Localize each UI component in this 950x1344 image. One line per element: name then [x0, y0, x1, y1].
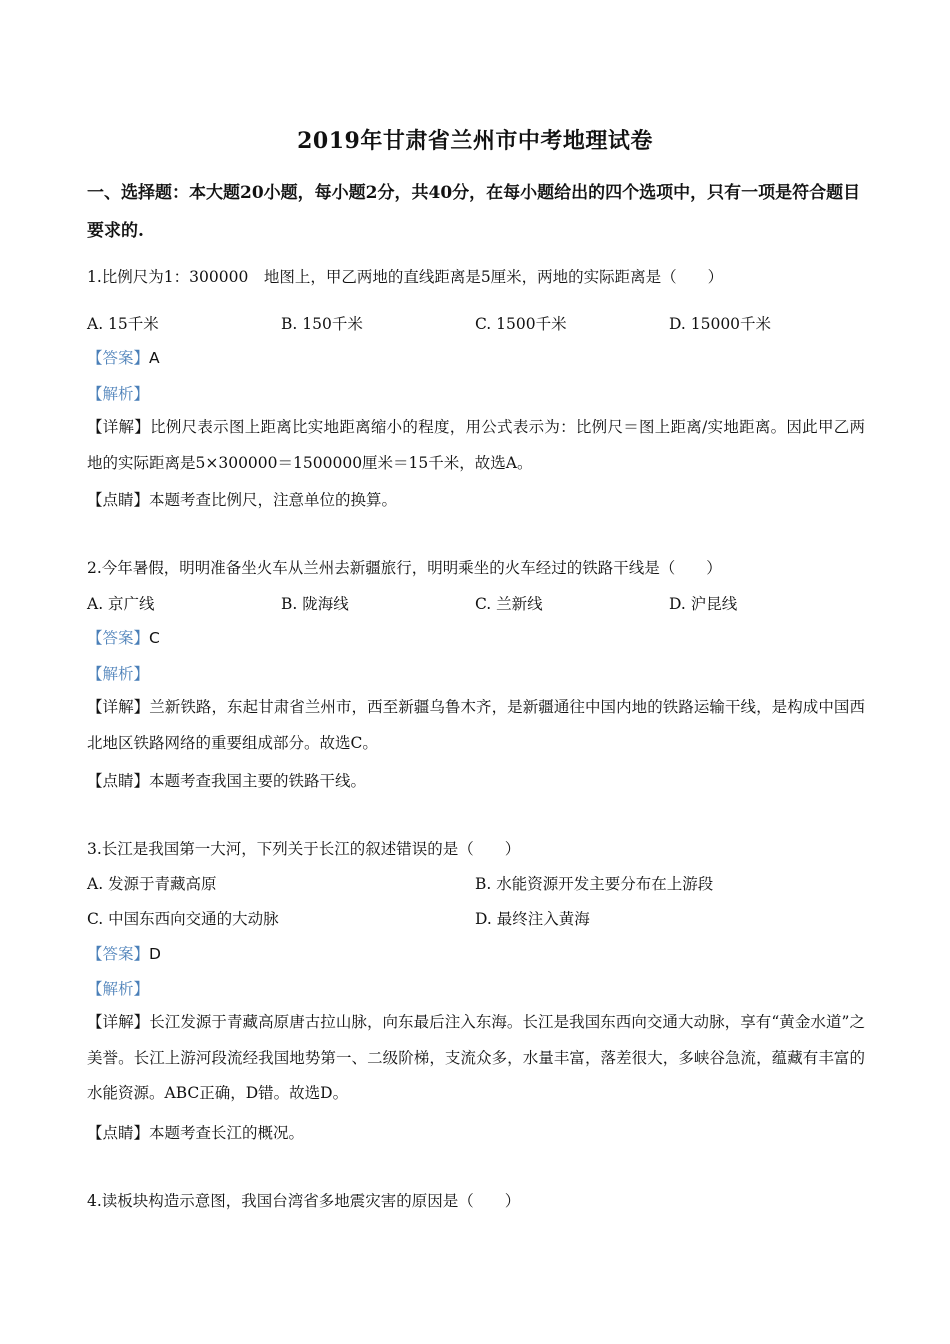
section-heading: 一、选择题：本大题20小题，每小题2分，共40分，在每小题给出的四个选项中，只有一项是符合题目要求的. — [87, 183, 861, 241]
page-title: 2019年甘肃省兰州市中考地理试卷 — [297, 128, 653, 154]
question-1-analysis-label: 【解析】 — [87, 385, 150, 403]
question-3-option-b: B. 水能资源开发主要分布在上游段 — [475, 875, 714, 893]
question-2-option-d: D. 沪昆线 — [669, 595, 738, 613]
answer-label: 【答案】 — [87, 349, 150, 367]
question-1-option-a: A. 15千米 — [87, 315, 159, 333]
answer-label: 【答案】 — [87, 945, 150, 963]
detail-text: 兰新铁路，东起甘肃省兰州市，西至新疆乌鲁木齐，是新疆通往中国内地的铁路运输干线，是构成中国西北地区铁路网络的重要组成部分。故选C。 — [87, 698, 865, 752]
question-2-option-b: B. 陇海线 — [281, 595, 349, 613]
question-1-answer — [87, 347, 160, 369]
question-2-analysis-label: 【解析】 — [87, 665, 150, 683]
comment-label: 【点睛】 — [87, 772, 150, 790]
comment-text: 本题考查我国主要的铁路干线。 — [149, 772, 367, 790]
question-4-stem: 4.读板块构造示意图，我国台湾省多地震灾害的原因是（ ） — [87, 1192, 521, 1210]
detail-label: 【详解】 — [87, 418, 151, 436]
question-1-stem: 1.比例尺为1：300000 地图上，甲乙两地的直线距离是5厘米，两地的实际距离是（ ） — [87, 268, 724, 286]
detail-text: 比例尺表示图上距离比实地距离缩小的程度，用公式表示为：比例尺＝图上距离/实地距离。因此甲乙两地的实际距离是5×300000＝1500000厘米＝15千米，故选A。 — [87, 418, 865, 472]
comment-label: 【点睛】 — [87, 491, 150, 509]
question-1-comment — [87, 489, 397, 511]
answer-value: C — [149, 629, 160, 647]
comment-label: 【点睛】 — [87, 1124, 150, 1142]
comment-text: 本题考查比例尺，注意单位的换算。 — [149, 491, 398, 509]
question-3-option-a: A. 发源于青藏高原 — [87, 875, 217, 893]
question-1-option-d: D. 15000千米 — [669, 315, 772, 333]
question-1-detail — [87, 410, 865, 481]
question-2-detail — [87, 690, 865, 761]
question-3-stem: 3.长江是我国第一大河，下列关于长江的叙述错误的是（ ） — [87, 840, 521, 858]
question-2-answer — [87, 627, 160, 649]
question-1-option-b: B. 150千米 — [281, 315, 363, 333]
answer-value: A — [149, 349, 160, 367]
question-2-option-c: C. 兰新线 — [475, 595, 543, 613]
question-3-analysis-label: 【解析】 — [87, 980, 150, 998]
question-1-option-c: C. 1500千米 — [475, 315, 567, 333]
detail-label: 【详解】 — [87, 698, 150, 716]
question-3-option-d: D. 最终注入黄海 — [475, 910, 590, 928]
answer-label: 【答案】 — [87, 629, 150, 647]
question-2-option-a: A. 京广线 — [87, 595, 155, 613]
answer-value: D — [149, 945, 161, 963]
detail-label: 【详解】 — [87, 1013, 150, 1031]
question-3-detail — [87, 1005, 865, 1112]
question-3-comment — [87, 1122, 304, 1144]
detail-text: 长江发源于青藏高原唐古拉山脉，向东最后注入东海。长江是我国东西向交通大动脉，享有“黄金水道”之美誉。长江上游河段流经我国地势第一、二级阶梯，支流众多，水量丰富，落差很大，多峡谷急流，蕴藏有丰富的水能资源。ABC正确，D错。故选D。 — [87, 1013, 865, 1102]
comment-text: 本题考查长江的概况。 — [149, 1124, 305, 1142]
question-2-stem: 2.今年暑假，明明准备坐火车从兰州去新疆旅行，明明乘坐的火车经过的铁路干线是（ ） — [87, 559, 722, 577]
question-2-comment — [87, 770, 366, 792]
question-3-answer — [87, 943, 161, 965]
question-3-option-c: C. 中国东西向交通的大动脉 — [87, 910, 279, 928]
